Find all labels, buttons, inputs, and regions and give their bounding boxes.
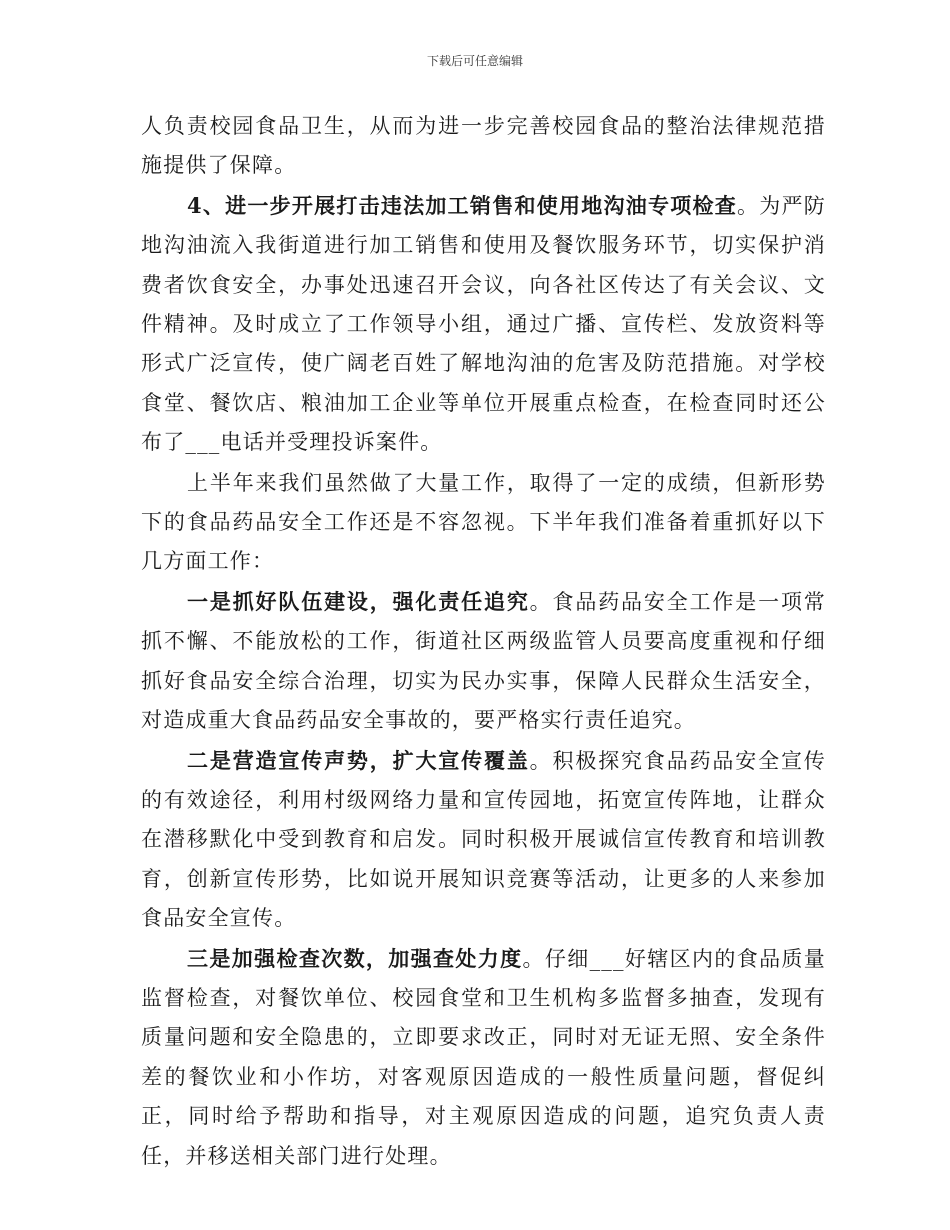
paragraph-6-text: 。仔细___好辖区内的食品质量监督检查，对餐饮单位、校园食堂和卫生机构多监督多抽查，发现有质量问题和安全隐患的，立即要求改正，同时对无证无照、安全条件差的餐饮业和小作坊，对客观原因造成的一般性质量问题，督促纠正，同时给予帮助和指导，对主观原因造成的问题，追究负责人责任，并移送相关部门进行处理。 <box>141 946 826 1168</box>
paragraph-1-text: 人负责校园食品卫生，从而为进一步完善校园食品的整治法律规范措施提供了保障。 <box>141 114 826 178</box>
paragraph-4 <box>141 582 826 741</box>
paragraph-5 <box>141 741 826 939</box>
paragraph-4-lead: 一是抓好队伍建设，强化责任追究 <box>187 588 530 614</box>
paragraph-6-lead: 三是加强检查次数，加强查处力度 <box>187 945 523 971</box>
page-header: 下载后可任意编辑 <box>426 54 523 68</box>
paragraph-1 <box>141 106 826 186</box>
paragraph-6 <box>141 939 826 1176</box>
paragraph-4-text: 。食品药品安全工作是一项常抓不懈、不能放松的工作，街道社区两级监管人员要高度重视和仔细抓好食品安全综合治理，切实为民办实事，保障人民群众生活安全，对造成重大食品药品安全事故的，要严格实行责任追究。 <box>141 589 826 733</box>
paragraph-2 <box>141 186 826 463</box>
paragraph-5-lead: 二是营造宣传声势，扩大宣传覆盖 <box>187 747 530 773</box>
paragraph-3 <box>141 463 826 582</box>
document-body <box>141 106 826 1176</box>
paragraph-3-text: 上半年来我们虽然做了大量工作，取得了一定的成绩，但新形势下的食品药品安全工作还是不容忽视。下半年我们准备着重抓好以下几方面工作： <box>141 470 826 574</box>
paragraph-2-lead: 4、进一步开展打击违法加工销售和使用地沟油专项检查 <box>187 192 738 218</box>
paragraph-5-text: 。积极探究食品药品安全宣传的有效途径，利用村级网络力量和宣传园地，拓宽宣传阵地，让群众在潜移默化中受到教育和启发。同时积极开展诚信宣传教育和培训教育，创新宣传形势，比如说开展知识竞赛等活动，让更多的人来参加食品安全宣传。 <box>141 748 826 931</box>
paragraph-2-text: 。为严防地沟油流入我街道进行加工销售和使用及餐饮服务环节，切实保护消费者饮食安全，办事处迅速召开会议，向各社区传达了有关会议、文件精神。及时成立了工作领导小组，通过广播、宣传栏、发放资料等形式广泛宣传，使广阔老百姓了解地沟油的危害及防范措施。对学校食堂、餐饮店、粮油加工企业等单位开展重点检查，在检查同时还公布了___电话并受理投诉案件。 <box>141 193 826 455</box>
